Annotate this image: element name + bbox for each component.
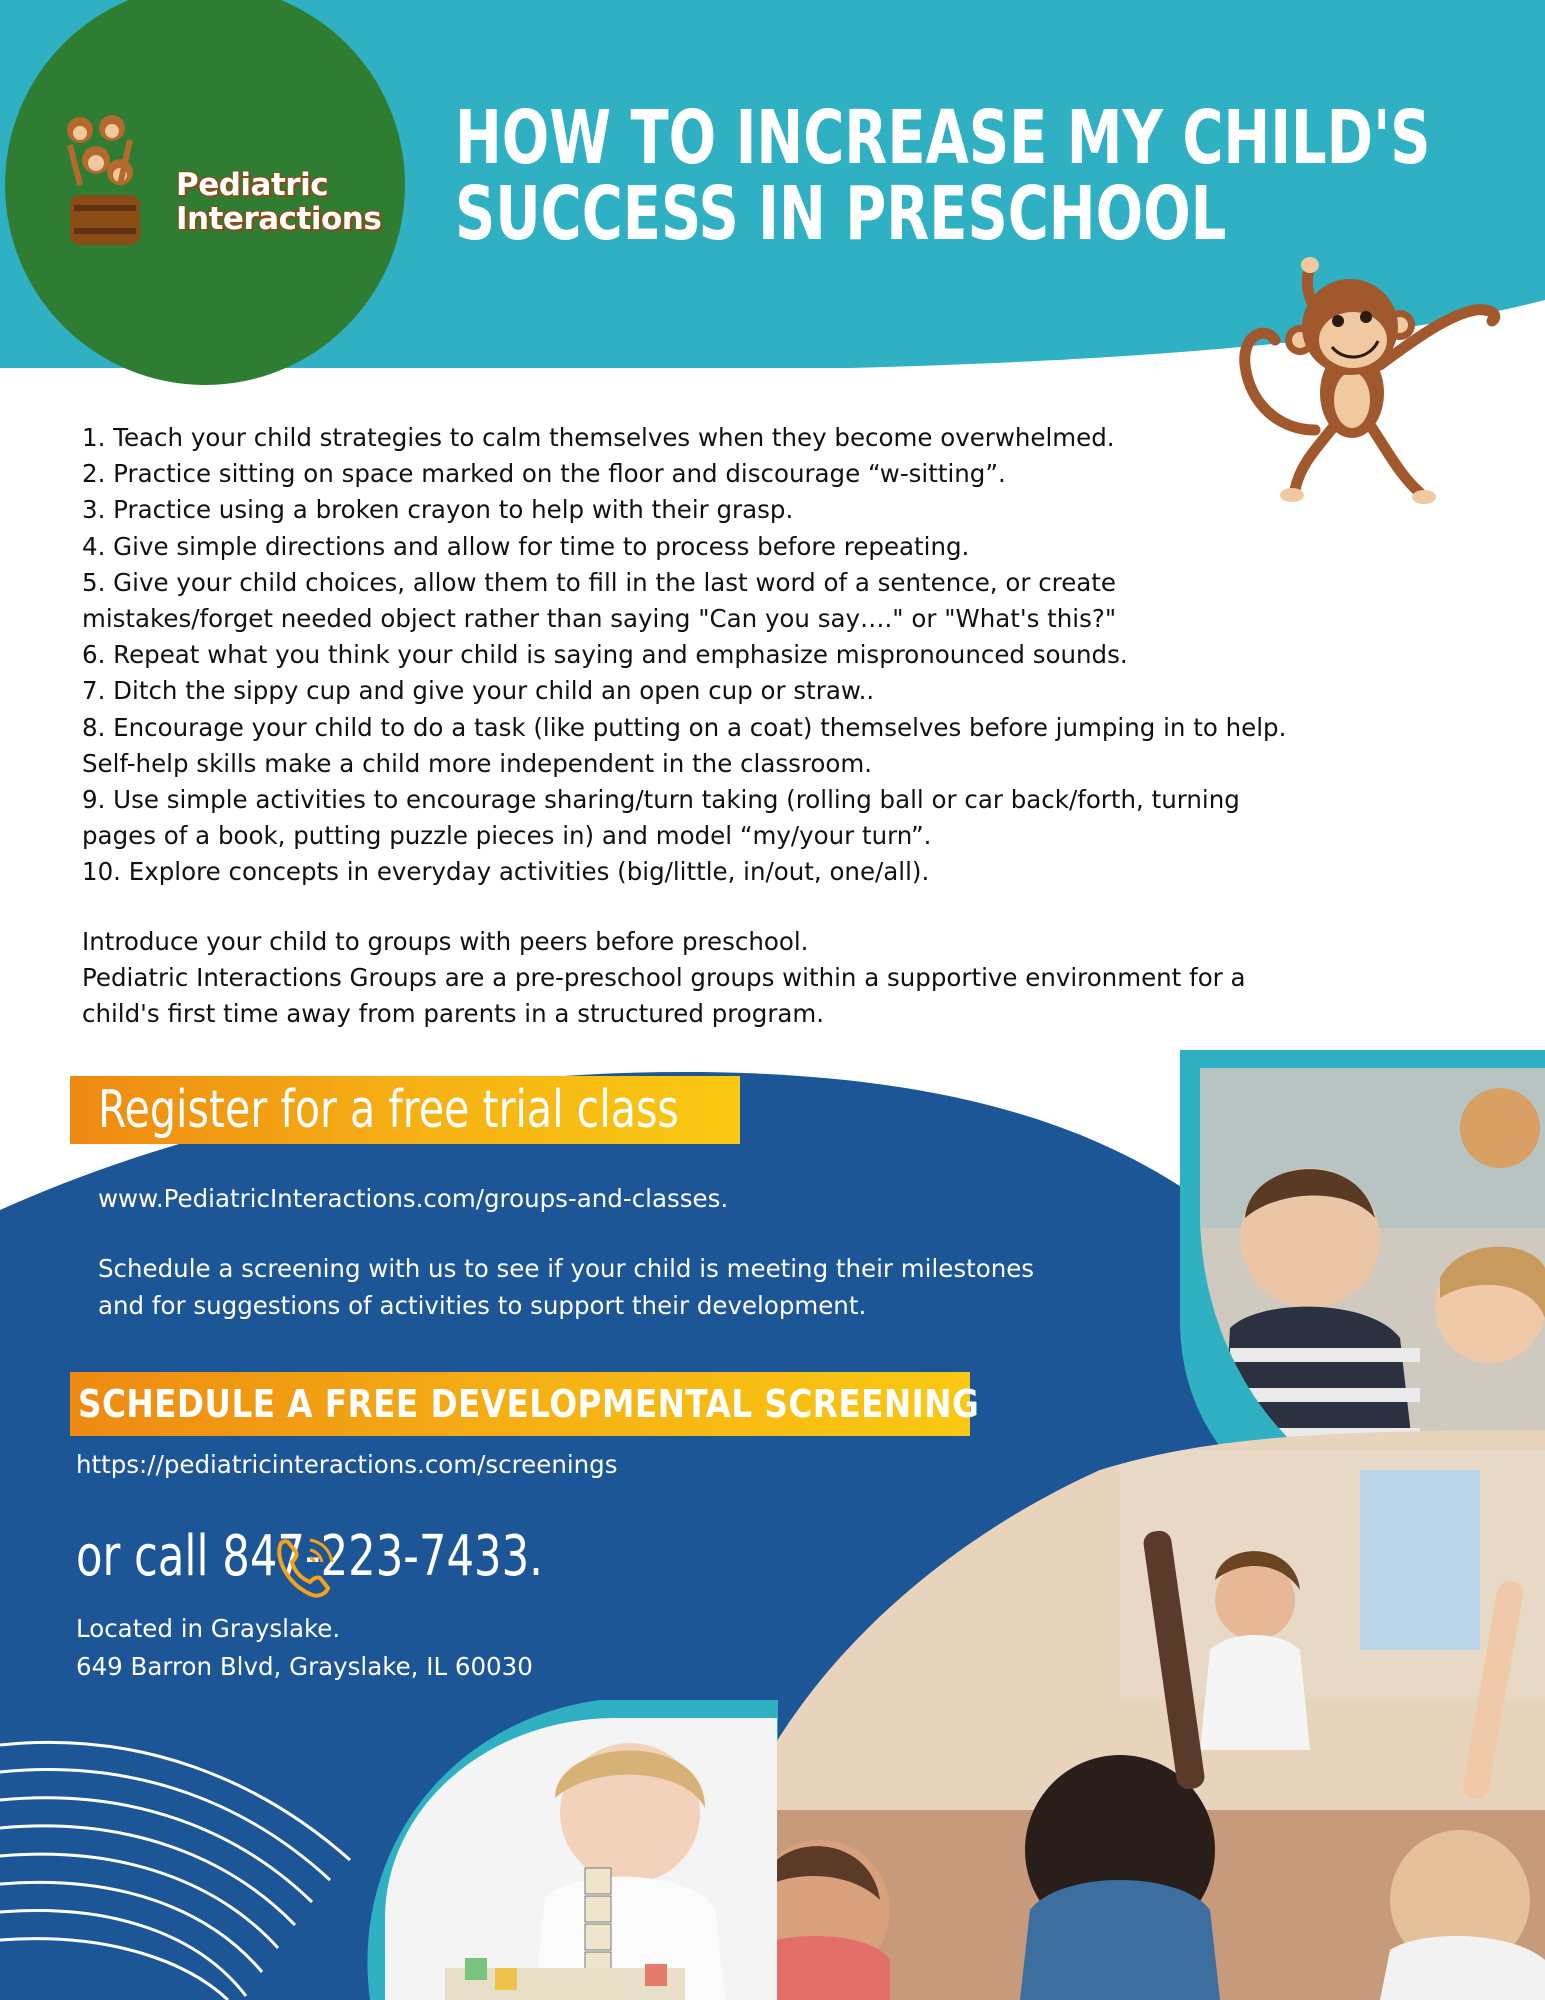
- tip-line: 6. Repeat what you think your child is saying and emphasize mispronounced sounds.: [82, 640, 1128, 670]
- tips-list: [82, 420, 1482, 891]
- tip-line: 1. Teach your child strategies to calm themselves when they become overwhelmed.: [82, 423, 1115, 452]
- address-block: [76, 1610, 533, 1686]
- screening-info-line1: Schedule a screening with us to see if your child is meeting their milestones: [98, 1254, 1035, 1283]
- title-line1: HOW TO INCREASE MY CHILD'S: [455, 95, 1431, 181]
- address-line: 649 Barron Blvd, Grayslake, IL 60030: [76, 1652, 533, 1681]
- tip-line: 7. Ditch the sippy cup and give your child an open cup or straw..: [82, 676, 875, 706]
- tip-line: 3. Practice using a broken crayon to help with their grasp.: [82, 495, 794, 525]
- groups-intro: [82, 924, 1482, 1033]
- tip-line: 10. Explore concepts in everyday activities (big/little, in/out, one/all).: [82, 857, 930, 887]
- intro-line3: child's first time away from parents in a structured program.: [82, 999, 825, 1029]
- tip-line: 8. Encourage your child to do a task (like putting on a coat) themselves before jumping in to help.: [82, 712, 1287, 742]
- tip-line: 4. Give simple directions and allow for time to process before repeating.: [82, 531, 970, 561]
- tip-line: 2. Practice sitting on space marked on the floor and discourage “w-sitting”.: [82, 459, 1006, 489]
- register-banner-text: Register for a free trial class: [98, 1080, 679, 1140]
- screenings-link[interactable]: https://pediatricinteractions.com/screenings: [76, 1450, 618, 1479]
- phone-number[interactable]: or call 847-223-7433.: [76, 1524, 543, 1589]
- phone-icon: [270, 1532, 342, 1604]
- brand-line1: Pediatric: [176, 167, 329, 203]
- tip-line: Self-help skills make a child more independent in the classroom.: [82, 748, 873, 778]
- groups-link[interactable]: www.PediatricInteractions.com/groups-and-classes.: [98, 1184, 729, 1213]
- screening-info-line2: and for suggestions of activities to support their development.: [98, 1291, 867, 1320]
- register-banner[interactable]: [70, 1076, 740, 1144]
- brand-name: [176, 168, 381, 236]
- tip-line: mistakes/forget needed object rather than saying "Can you say…." or "What's this?": [82, 604, 1117, 634]
- screening-banner[interactable]: [70, 1372, 980, 1436]
- location-line: Located in Grayslake.: [76, 1614, 341, 1643]
- tip-line: 9. Use simple activities to encourage sharing/turn taking (rolling ball or car back/forth, turning: [82, 785, 1240, 815]
- tip-line: 5. Give your child choices, allow them to fill in the last word of a sentence, or create: [82, 567, 1116, 597]
- intro-line1: Introduce your child to groups with peers before preschool.: [82, 927, 809, 956]
- tip-line: pages of a book, putting puzzle pieces in) and model “my/your turn”.: [82, 821, 932, 851]
- brand-logo[interactable]: [50, 110, 380, 260]
- page-title: [455, 95, 1431, 257]
- monkeys-barrel-logo-icon: [50, 110, 180, 250]
- brand-line2: Interactions: [176, 201, 382, 237]
- screening-banner-text: SCHEDULE A FREE DEVELOPMENTAL SCREENING: [78, 1382, 980, 1426]
- intro-line2: Pediatric Interactions Groups are a pre-preschool groups within a supportive environment for a: [82, 963, 1246, 993]
- title-line2: SUCCESS IN PRESCHOOL: [455, 171, 1227, 257]
